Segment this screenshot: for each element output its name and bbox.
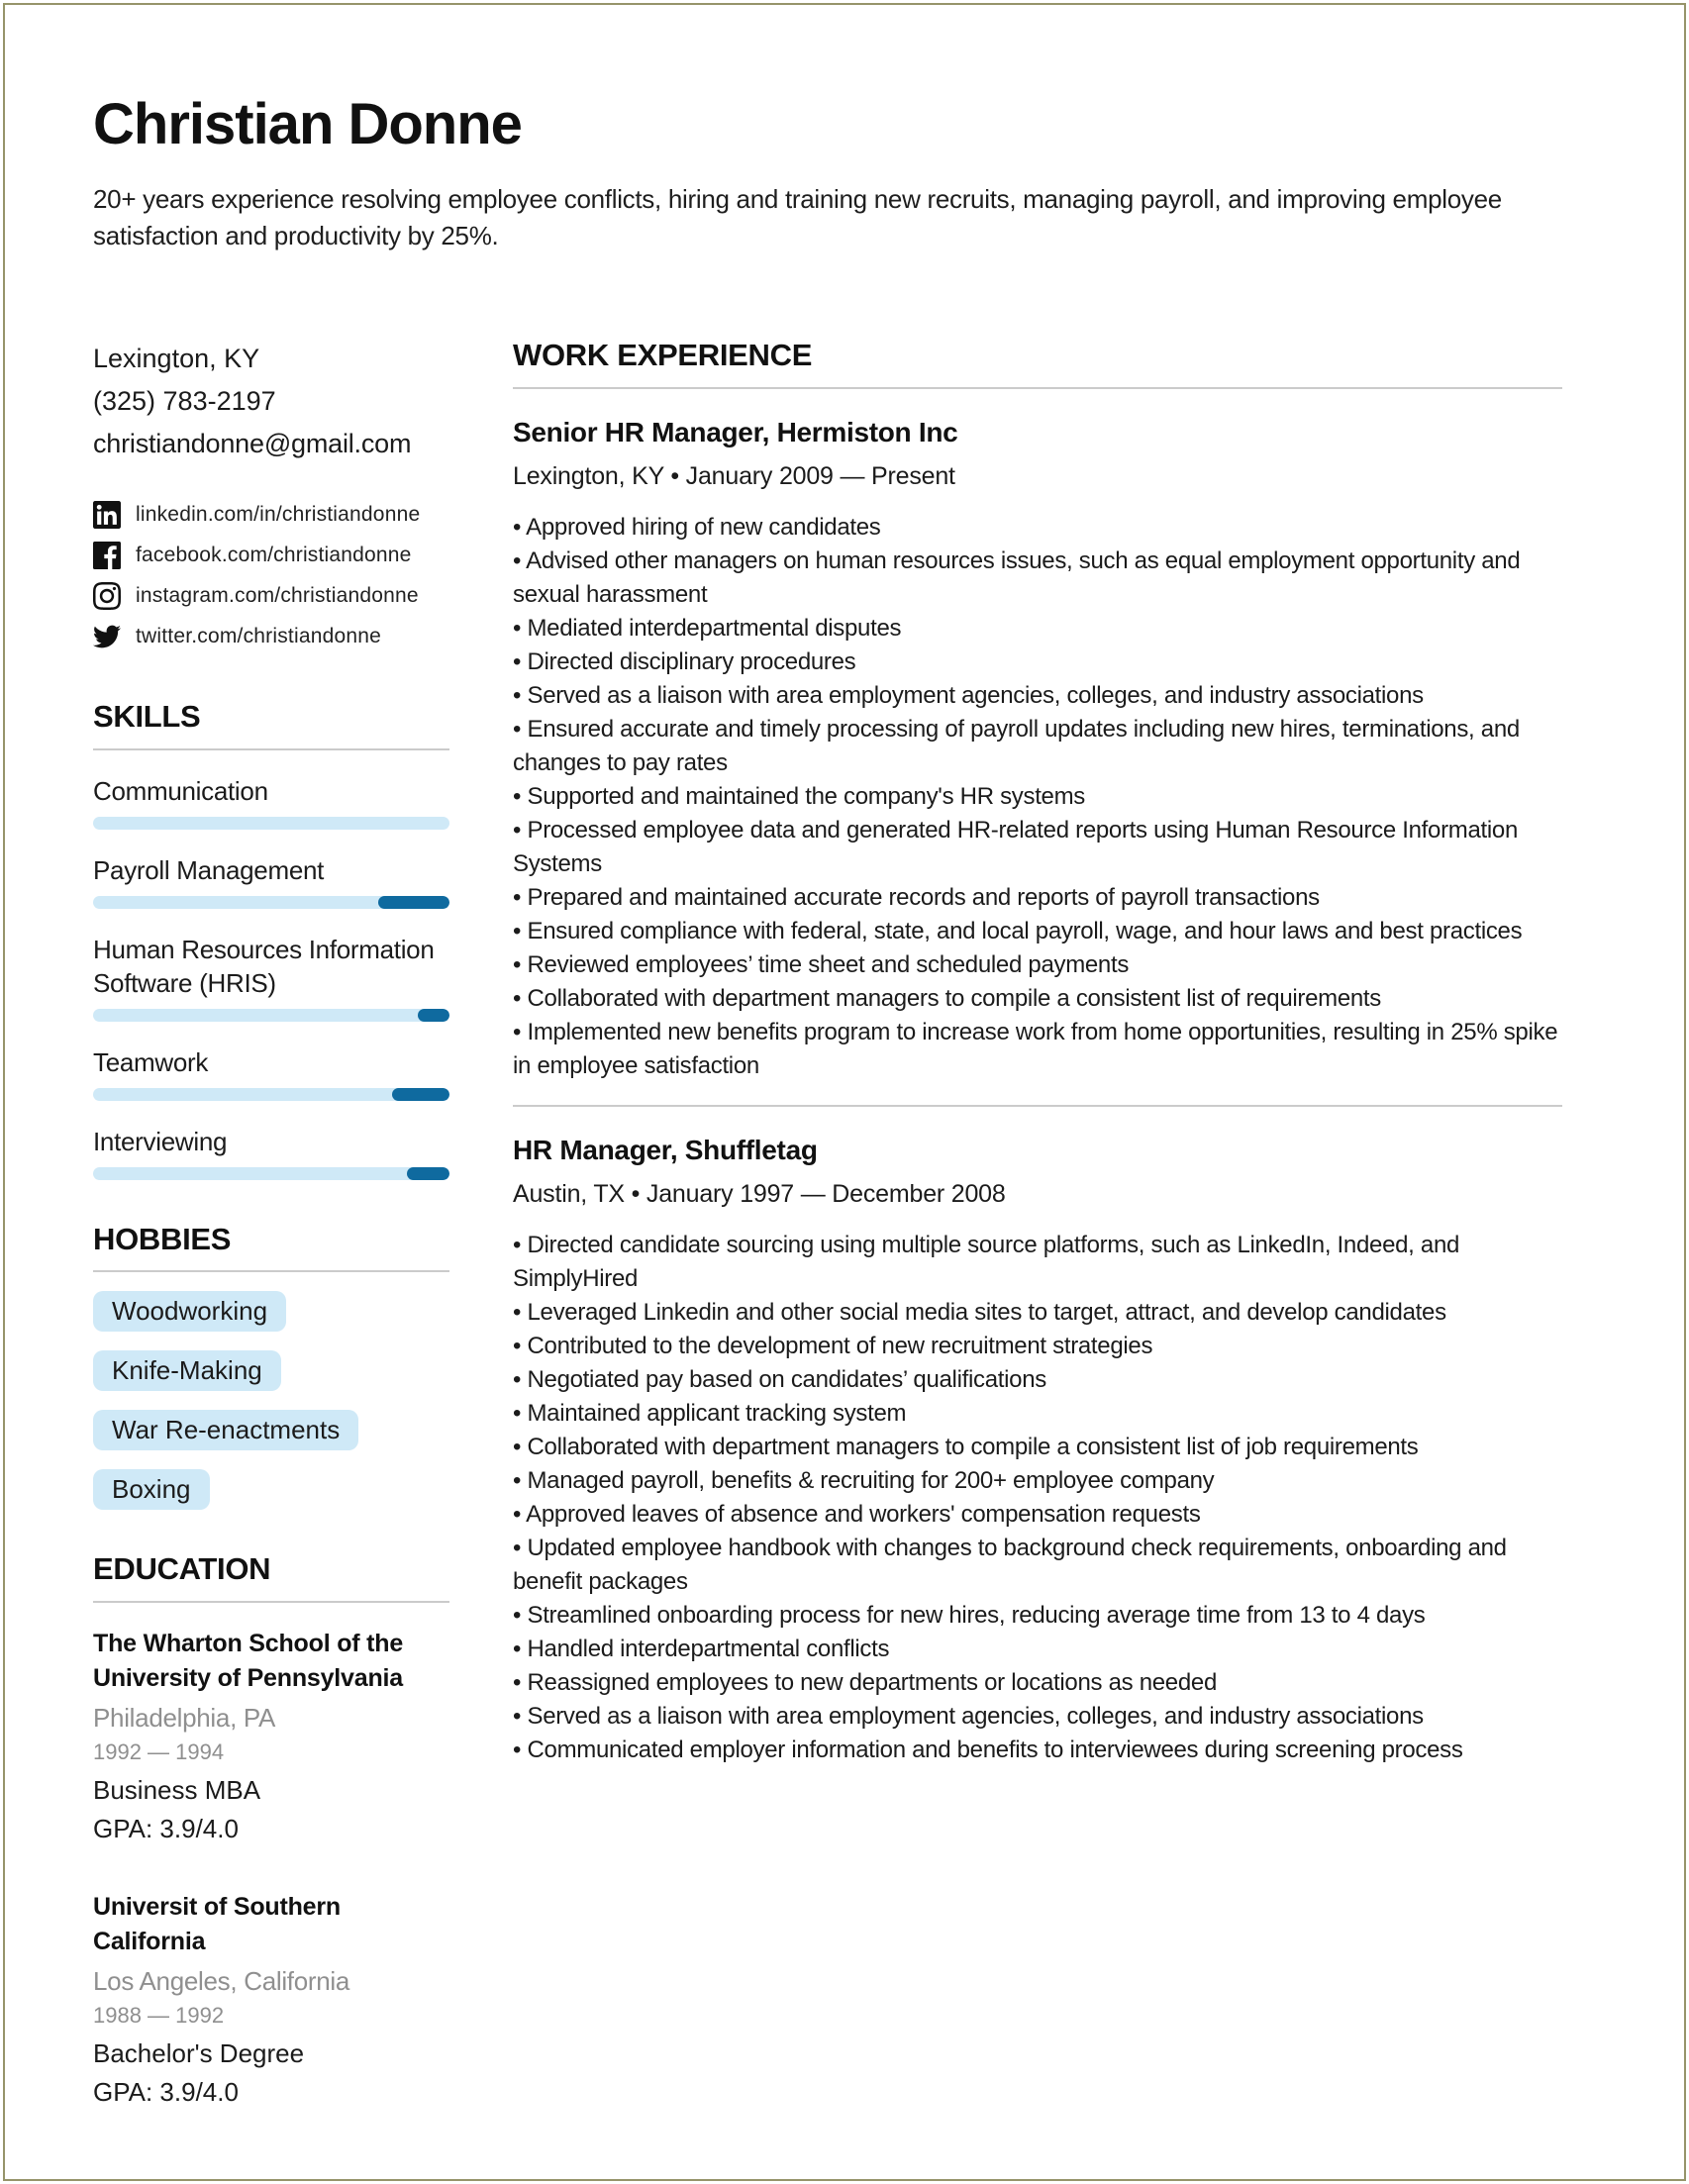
job-bullet: • Supported and maintained the company's HR systems: [513, 780, 1562, 814]
job-bullet: • Approved leaves of absence and workers' compensation requests: [513, 1498, 1562, 1532]
hobby-tag: War Re-enactments: [93, 1410, 358, 1450]
contact-location: Lexington, KY: [93, 343, 260, 373]
summary-text: 20+ years experience resolving employee conflicts, hiring and training new recruits, managing payroll, and improving employee satisfaction and productivity by 25%.: [93, 183, 1502, 250]
job-bullet: • Prepared and maintained accurate records and reports of payroll transactions: [513, 881, 1562, 915]
job-bullet: • Reviewed employees’ time sheet and scheduled payments: [513, 948, 1562, 982]
social-link-text: instagram.com/christiandonne: [136, 584, 419, 608]
education-entry: [93, 1627, 449, 1844]
job-bullet: • Streamlined onboarding process for new hires, reducing average time from 13 to 4 days: [513, 1599, 1562, 1633]
skill-progress-bar: [93, 817, 449, 830]
education-location: Philadelphia, PA: [93, 1702, 276, 1733]
job-bullet: • Reassigned employees to new departments or locations as needed: [513, 1666, 1562, 1700]
job-bullet: • Directed candidate sourcing using multiple source platforms, such as LinkedIn, Indeed, and SimplyHired: [513, 1229, 1562, 1296]
skills-list: [93, 774, 449, 1180]
job-bullet: • Mediated interdepartmental disputes: [513, 612, 1562, 645]
skill-progress-fill: [407, 1167, 449, 1180]
job-bullet: • Leveraged Linkedin and other social media sites to target, attract, and develop candidates: [513, 1296, 1562, 1330]
two-column-layout: [93, 338, 1562, 2108]
skill-item: [93, 933, 449, 1022]
hobbies-heading: HOBBIES: [93, 1221, 232, 1256]
job-bullet: • Served as a liaison with area employment agencies, colleges, and industry associations: [513, 1700, 1562, 1734]
facebook-icon: [93, 542, 121, 569]
skill-progress-bar: [93, 1009, 449, 1022]
work-experience-heading: WORK EXPERIENCE: [513, 337, 813, 372]
instagram-icon: [93, 582, 121, 610]
job-divider: [513, 1105, 1562, 1107]
education-years: 1988 — 1992: [93, 2002, 225, 2028]
person-name: Christian Donne: [93, 92, 522, 156]
skill-progress-fill: [378, 896, 449, 909]
job-bullet-list: [513, 511, 1562, 1083]
skill-progress-fill: [392, 1088, 449, 1101]
education-degree: Business MBA: [93, 1774, 261, 1805]
job-bullet: • Implemented new benefits program to increase work from home opportunities, resulting in 25% spike in employee satisfaction: [513, 1016, 1562, 1083]
job-bullet: • Communicated employer information and benefits to interviewees during screening process: [513, 1734, 1562, 1767]
job-bullet-list: [513, 1229, 1562, 1767]
sidebar: [93, 338, 449, 2108]
jobs-list: [513, 417, 1562, 1767]
social-link: [93, 495, 449, 536]
job-bullet: • Processed employee data and generated HR-related reports using Human Resource Information Systems: [513, 814, 1562, 881]
education-list: [93, 1627, 449, 2108]
education-heading: EDUCATION: [93, 1551, 271, 1587]
job-bullet: • Collaborated with department managers to compile a consistent list of requirements: [513, 982, 1562, 1016]
twitter-icon: [93, 623, 121, 650]
social-link: [93, 617, 449, 657]
education-location: Los Angeles, California: [93, 1965, 350, 1996]
skill-item: [93, 1125, 449, 1180]
job-bullet: • Contributed to the development of new recruitment strategies: [513, 1330, 1562, 1363]
hobby-tag: Woodworking: [93, 1291, 286, 1332]
education-entry: [93, 1890, 449, 2108]
job-bullet: • Advised other managers on human resources issues, such as equal employment opportunity and sexual harassment: [513, 545, 1562, 612]
education-school: Universit of Southern California: [93, 1892, 341, 1955]
job-bullet: • Handled interdepartmental conflicts: [513, 1633, 1562, 1666]
job-bullet: • Negotiated pay based on candidates’ qualifications: [513, 1363, 1562, 1397]
skill-item: [93, 1045, 449, 1101]
section-divider: [93, 1601, 449, 1603]
social-link-text: facebook.com/christiandonne: [136, 544, 412, 567]
contact-block: [93, 338, 449, 465]
section-divider: [513, 387, 1562, 389]
skill-progress-bar: [93, 1088, 449, 1101]
skill-item: [93, 774, 449, 830]
education-years: 1992 — 1994: [93, 1738, 225, 1764]
skill-progress-bar: [93, 1167, 449, 1180]
job-title: HR Manager, Shuffletag: [513, 1134, 818, 1165]
skill-label: Payroll Management: [93, 854, 325, 885]
hobby-tag: Boxing: [93, 1469, 210, 1510]
skill-progress-bar: [93, 896, 449, 909]
section-divider: [93, 748, 449, 750]
contact-phone: (325) 783-2197: [93, 385, 276, 416]
social-link: [93, 536, 449, 576]
contact-email: christiandonne@gmail.com: [93, 428, 412, 458]
job-bullet: • Served as a liaison with area employment agencies, colleges, and industry associations: [513, 679, 1562, 713]
section-divider: [93, 1270, 449, 1272]
work-experience-section: [513, 338, 1562, 2108]
social-link-text: twitter.com/christiandonne: [136, 625, 381, 648]
hobby-tag: Knife-Making: [93, 1350, 281, 1391]
skill-progress-fill: [418, 1009, 449, 1022]
job-meta: Lexington, KY • January 2009 — Present: [513, 461, 955, 490]
job-bullet: • Ensured compliance with federal, state, and local payroll, wage, and hour laws and best practices: [513, 915, 1562, 948]
education-gpa: GPA: 3.9/4.0: [93, 2076, 239, 2107]
hobbies-list: [93, 1291, 449, 1510]
job-bullet: • Collaborated with department managers to compile a consistent list of job requirements: [513, 1431, 1562, 1464]
job-bullet: • Ensured accurate and timely processing of payroll updates including new hires, terminations, and changes to pay rates: [513, 713, 1562, 780]
social-links-list: [93, 495, 449, 657]
linkedin-icon: [93, 501, 121, 529]
skill-label: Human Resources Information Software (HRIS): [93, 934, 435, 998]
skills-heading: SKILLS: [93, 698, 201, 734]
social-link: [93, 576, 449, 617]
skill-item: [93, 853, 449, 909]
job-bullet: • Managed payroll, benefits & recruiting for 200+ employee company: [513, 1464, 1562, 1498]
job-bullet: • Updated employee handbook with changes to background check requirements, onboarding and benefit packages: [513, 1532, 1562, 1599]
job-bullet: • Approved hiring of new candidates: [513, 511, 1562, 545]
job-bullet: • Directed disciplinary procedures: [513, 645, 1562, 679]
skill-label: Communication: [93, 775, 268, 806]
job-entry: [513, 417, 1562, 1083]
skill-label: Teamwork: [93, 1046, 209, 1077]
job-entry: [513, 1135, 1562, 1767]
skill-label: Interviewing: [93, 1126, 228, 1156]
education-degree: Bachelor's Degree: [93, 2037, 305, 2068]
job-title: Senior HR Manager, Hermiston Inc: [513, 416, 958, 447]
job-meta: Austin, TX • January 1997 — December 2008: [513, 1179, 1006, 1208]
education-school: The Wharton School of the University of Pennsylvania: [93, 1629, 404, 1692]
social-link-text: linkedin.com/in/christiandonne: [136, 503, 421, 527]
job-bullet: • Maintained applicant tracking system: [513, 1397, 1562, 1431]
education-gpa: GPA: 3.9/4.0: [93, 1813, 239, 1843]
